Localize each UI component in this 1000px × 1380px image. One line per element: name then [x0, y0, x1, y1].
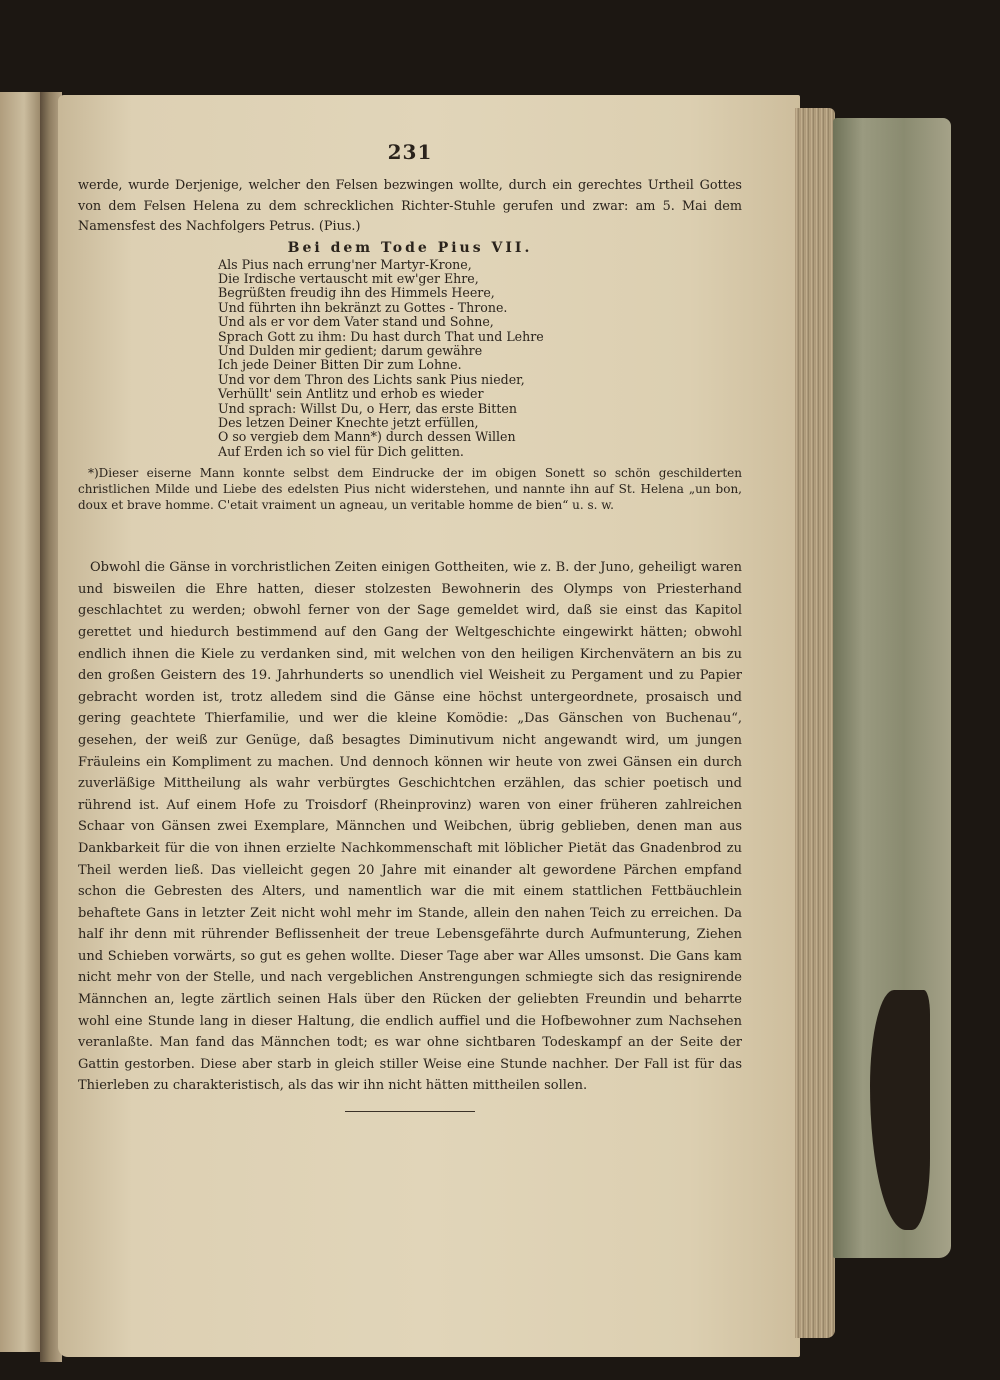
lead-paragraph: werde, wurde Derjenige, welcher den Felsen bezwingen wollte, durch ein gerechtes Urtheil Gottes von dem Felsen Helena zu dem schrecklichen Richter-Stuhle gerufen und zwar: am 5. Mai dem Namensfest des Nachfolgers Petrus. (Pius.) [78, 178, 742, 234]
poem-line: Die Irdische vertauscht mit ew'ger Ehre, [218, 270, 479, 286]
poem-title: Bei dem Tode Pius VII. [287, 239, 533, 256]
footnote: *)Dieser eiserne Mann konnte selbst dem Eindrucke der im obigen Sonett so schön geschilderten christlichen Milde und Liebe des edelsten Pius nicht widerstehen, und nannte ihn auf St. Helena „un bon, doux et brave homme. C'etait vraiment un agneau, un veritable homme de bien“ u. s. w. [78, 466, 742, 513]
poem-line: Begrüßten freudig ihn des Himmels Heere, [218, 285, 495, 301]
poem-line: Und Dulden mir gedient; darum gewähre [218, 342, 483, 358]
body-paragraph: Obwohl die Gänse in vorchristlichen Zeiten einigen Gottheiten, wie z. B. der Juno, geheiligt waren und bisweilen die Ehre hatten, dieser stolzesten Bewohnerin des Olymps von Priesterhand geschlachtet zu werden; obwohl ferner von der Sage gemeldet wird, daß sie einst das Kapitol gerettet und hiedurch bestimmend auf den Gang der Weltgeschichte eingewirkt hätten; obwohl endlich ihnen die Kiele zu verdanken sind, mit welchen von den heiligen Kirchenvätern an bis zu den großen Geistern des 19. Jahrhunderts so unendlich viel Weisheit zu Pergament und zu Papier gebracht worden ist, trotz alledem sind die Gänse eine höchst untergeordnete, prosaisch und gering geachtete Thierfamilie, und wer die kleine Komödie: „Das Gänschen von Buchenau“, gesehen, der weiß zur Genüge, daß besagtes Diminutivum nicht angewandt wird, um jungen Fräuleins ein Kompliment zu machen. Und dennoch können wir heute von zwei Gänsen ein durch zuverläßige Mittheilung als wahr verbürgtes Geschichtchen erzählen, das schier poetisch und rührend ist. Auf einem Hofe zu Troisdorf (Rheinprovinz) waren von einer früheren zahlreichen Schaar von Gänsen zwei Exemplare, Männchen und Weibchen, übrig geblieben, denen man aus Dankbarkeit für die von ihnen erzielte Nachkommenschaft mit löblicher Pietät das Gnadenbrod zu Theil werden ließ. Das vielleicht gegen 20 Jahre mit einander alt gewordene Pärchen empfand schon die Gebresten des Alters, und namentlich war die mit einem stattlichen Fettbäuchlein behaftete Gans in letzter Zeit nicht wohl mehr im Stande, allein den nahen Teich zu erreichen. Da half ihr denn mit rührender Beflissenheit der treue Lebensgefährte durch Aufmunterung, Ziehen und Schieben vorwärts, so gut es gehen wollte. Dieser Tage aber war Alles umsonst. Die Gans kam nicht mehr von der Stelle, und nach vergeblichen Anstrengungen schmiegte sich das resignirende Männchen an, legte zärtlich seinen Hals über den Rücken der geliebten Freundin und beharrte wohl eine Stunde lang in dieser Haltung, die endlich auffiel und die Hofbewohner zum Nachsehen veranlaßte. Man fand das Männchen todt; es war ohne sichtbaren Todeskampf an der Seite der Gattin gestorben. Diese aber starb in gleich stiller Weise eine Stunde nachher. Der Fall ist für das Thierleben zu charakteristisch, als das wir ihn nicht hätten mittheilen sollen. [78, 560, 742, 1094]
poem-line: Und sprach: Willst Du, o Herr, das erste Bitten [218, 400, 517, 416]
poem-line: Und führten ihn bekränzt zu Gottes - Throne. [218, 299, 508, 315]
left-page-edge [0, 92, 40, 1352]
poem [218, 258, 742, 460]
page-edges [795, 108, 835, 1338]
end-rule [345, 1111, 475, 1112]
poem-line: Verhüllt' sein Antlitz und erhob es wieder [218, 386, 484, 402]
poem-line: Als Pius nach errung'ner Martyr-Krone, [218, 256, 472, 272]
poem-line: Sprach Gott zu ihm: Du hast durch That und Lehre [218, 328, 544, 344]
poem-line: Auf Erden ich so viel für Dich gelitten. [218, 443, 464, 459]
page-number: 231 [387, 140, 433, 164]
poem-line: O so vergieb dem Mann*) durch dessen Willen [218, 429, 516, 445]
poem-line: Und als er vor dem Vater stand und Sohne, [218, 314, 494, 330]
poem-line: Und vor dem Thron des Lichts sank Pius nieder, [218, 371, 525, 387]
page-text [78, 140, 742, 1112]
poem-line: Ich jede Deiner Bitten Dir zum Lohne. [218, 357, 462, 373]
poem-line: Des letzen Deiner Knechte jetzt erfüllen, [218, 414, 479, 430]
